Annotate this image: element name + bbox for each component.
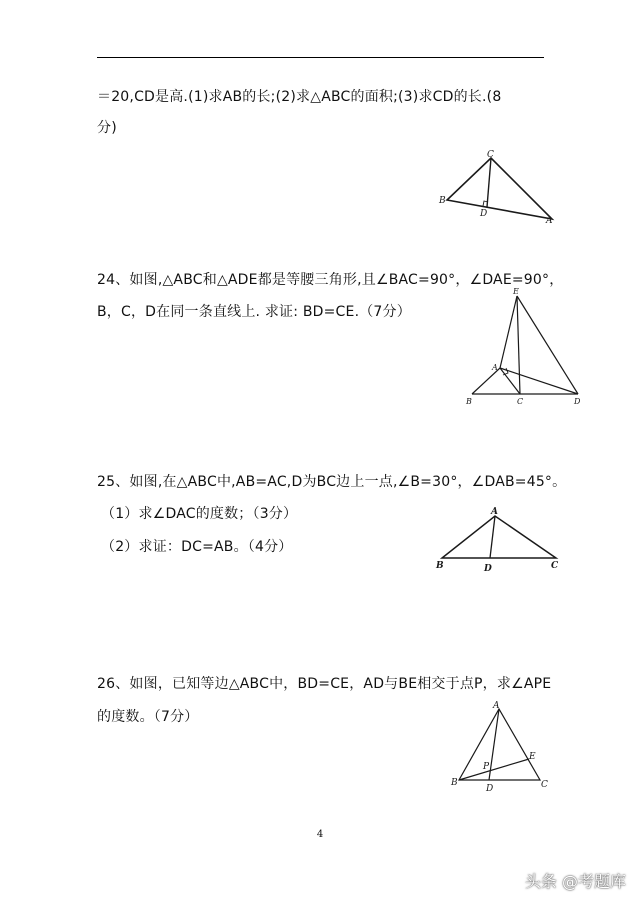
- segment-ad: [490, 516, 495, 558]
- triangle-abc: [459, 709, 540, 780]
- q25-figure: [433, 502, 563, 574]
- q23-text-line1: ＝20,CD是高.(1)求AB的长;(2)求△ABC的面积;(3)求CD的长.(8: [97, 89, 502, 105]
- label-d: D: [480, 209, 488, 219]
- label-a: A: [491, 507, 498, 517]
- label-b: B: [439, 196, 446, 206]
- segment-ad: [500, 368, 578, 394]
- altitude-cd: [487, 158, 491, 207]
- label-c: C: [541, 780, 548, 790]
- label-c: C: [517, 397, 524, 406]
- segment-ed: [517, 296, 578, 394]
- header-rule: [97, 57, 544, 58]
- triangle-abc: [447, 158, 552, 219]
- q24-text-line1: 24、如图,△ABC和△ADE都是等腰三角形,且∠BAC=90°，∠DAE=90°，: [97, 272, 564, 288]
- segment-ec: [517, 296, 520, 394]
- q24-text-line2: B，C，D在同一条直线上. 求证: BD=CE.（7分）: [97, 304, 411, 320]
- triangle-abc: [442, 516, 556, 558]
- page-number: 4: [316, 829, 324, 840]
- label-p: P: [483, 762, 490, 772]
- q25-text-line2: （1）求∠DAC的度数；（3分）: [101, 506, 298, 522]
- watermark: 头条 @考题库: [524, 872, 626, 891]
- q25-text-line1: 25、如图,在△ABC中,AB=AC,D为BC边上一点,∠B=30°，∠DAB=45°。: [97, 474, 567, 490]
- label-b: B: [451, 778, 458, 788]
- segment-ae: [500, 296, 517, 368]
- label-c: C: [487, 150, 494, 160]
- q23-figure: [436, 148, 560, 226]
- label-a: A: [546, 216, 553, 226]
- label-b: B: [436, 561, 444, 571]
- label-d: D: [574, 397, 581, 406]
- label-d: D: [484, 564, 492, 574]
- label-c: C: [551, 561, 559, 571]
- label-e: E: [513, 287, 519, 296]
- label-e: E: [529, 752, 536, 762]
- q25-text-line3: （2）求证：DC=AB。（4分）: [101, 539, 293, 555]
- q23-text-line2: 分): [97, 120, 117, 136]
- label-a: A: [493, 701, 500, 711]
- q26-text-line2: 的度数。（7分）: [97, 709, 199, 725]
- label-b: B: [466, 397, 472, 406]
- label-a: A: [492, 363, 498, 372]
- q24-figure: [460, 284, 588, 410]
- q26-text-line1: 26、如图，已知等边△ABC中，BD=CE，AD与BE相交于点P，求∠APE: [97, 676, 552, 692]
- q26-figure: [443, 696, 555, 800]
- label-d: D: [486, 784, 494, 794]
